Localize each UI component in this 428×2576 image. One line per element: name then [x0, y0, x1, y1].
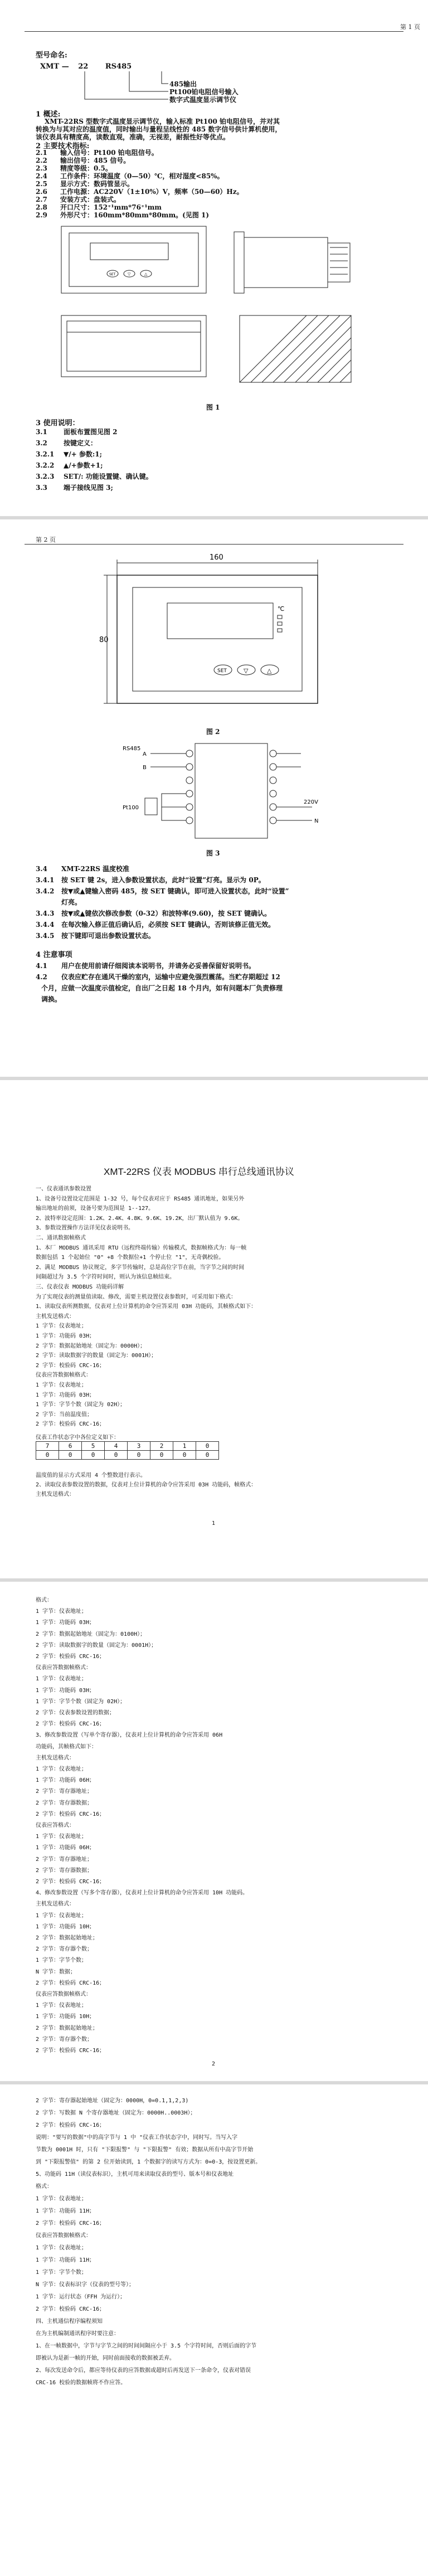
text-line: 1 字节：仪表地址；	[36, 1766, 87, 1772]
text-line: 主机发送格式：	[36, 1313, 75, 1320]
usage-item: 3.2 按键定义：	[36, 439, 98, 447]
page-5	[0, 2084, 428, 2576]
text-line: 2、读取仪表参数设置的数据，仪表对上位计算机的命令应答采用 03H 功能码，帧格式：	[36, 1482, 257, 1488]
spec-item: 2.1 输入信号：Pt100 铂电阻信号。	[36, 149, 158, 157]
text-line: 温度值的显示方式采用 4 个整数进行表示。	[36, 1472, 147, 1479]
table-cell: 0	[196, 1442, 219, 1451]
spec-item: 2.4 工作条件：环境温度（0—50）℃，相对湿度<85%。	[36, 172, 224, 180]
text-line: 2 字节：校验码 CRC-16；	[36, 2220, 105, 2227]
text-line: 在为主机编制通讯程序时要注意：	[36, 2331, 119, 2337]
table-cell: 4	[105, 1442, 128, 1451]
text-line: 2 字节：仪表参数设置的数据；	[36, 1710, 115, 1716]
text-line: 1 字节：字节个数（固定为 02H）；	[36, 1698, 126, 1705]
text-line: 仪表应答数据帧格式：	[36, 1991, 91, 1997]
text-line: 二、通讯数据帧格式	[36, 1235, 86, 1241]
text-line: 仪表应答格式：	[36, 1822, 75, 1829]
text-line: 2 字节：校验码 CRC-16；	[36, 1980, 105, 1986]
text-line: 2 字节：校验码 CRC-16；	[36, 1811, 105, 1817]
text-line: 1 字节：运行状态（FFH 为运行）；	[36, 2294, 126, 2300]
usage-item: 3.2.2 ▲/+参数+1;	[36, 461, 103, 469]
note-item: 个月，应做一次温度示值检定，自出厂之日起 18 个月内，如有问题本厂负责修理	[41, 984, 283, 992]
page-2	[0, 519, 428, 1077]
text-line: 说明："要写的数据"中的高字节与 1 中 "仪表工作状态字中，同时写。当写入字	[36, 2135, 238, 2141]
text-line: 2 字节：读取数据字的数量（固定为：0001H）；	[36, 1353, 157, 1359]
fig3-label: B	[143, 765, 147, 771]
text-line: 1 字节：仪表地址；	[36, 2003, 87, 2009]
overview-text: 转换为与其对应的温度值，同时输出与量程呈线性的 485 数字信号供计算机使用，	[36, 125, 282, 133]
specs-title: 2 主要技术指标:	[36, 142, 90, 150]
text-line: 1 字节：功能码 03H；	[36, 1687, 95, 1694]
model-code-part: —	[61, 62, 69, 71]
text-line: 3、参数设置操作方法详见仪表说明书。	[36, 1225, 134, 1232]
text-line: 到 "下限报警值" 的第 2 位开始读到，1 个数据字的读写方式为：0=0-3，按设置更新。	[36, 2159, 261, 2165]
text-line: 1 字节：仪表地址；	[36, 2196, 87, 2202]
table-cell: 5	[82, 1442, 105, 1451]
page-3	[0, 1080, 428, 1578]
text-line: 2 字节：校验码 CRC-16；	[36, 2122, 105, 2128]
calib-item: 3.4.5 按下键即可退出参数设置状态。	[36, 932, 155, 940]
fig2-width-label: 160	[210, 553, 223, 562]
text-line: 三、仪表仪表 MODBUS 功能码详解	[36, 1284, 124, 1290]
text-line: 2 字节：寄存器数据；	[36, 1867, 93, 1874]
text-line: 2 字节：数据起始地址；	[36, 2025, 99, 2031]
model-annotation: 485输出	[169, 80, 197, 88]
text-line: 1 字节：功能码 06H；	[36, 1777, 95, 1784]
note-item: 4.2 仪表应贮存在通风干燥的室内，运输中应避免强烈震荡。当贮存期超过 12	[36, 973, 280, 981]
text-line: 2 字节：校验码 CRC-16；	[36, 1654, 105, 1660]
text-line: 1 字节：字节个数；	[36, 2269, 87, 2276]
text-line: 2、波特率设定范围：1.2K、2.4K、4.8K、9.6K、19.2K，出厂默认值为 9.6K。	[36, 1215, 244, 1222]
note-item: 调换。	[41, 995, 62, 1003]
notes-title: 4 注意事项	[36, 951, 72, 959]
table-cell: 3	[128, 1442, 150, 1451]
text-line: 2 字节：寄存器个数；	[36, 1946, 93, 1953]
text-line: 2 字节：数据起始地址（固定为：0000H）；	[36, 1343, 146, 1349]
text-line: 1 字节：功能码 03H；	[36, 1392, 95, 1398]
text-line: 1 字节：功能码 11H；	[36, 2208, 95, 2214]
table-cell: 0	[59, 1451, 82, 1460]
spec-item: 2.3 精度等级：0.5。	[36, 164, 112, 172]
table-cell: 0	[173, 1451, 196, 1460]
spec-item: 2.8 开口尺寸：152⁺¹mm*76⁺¹mm	[36, 203, 162, 211]
text-line: 1 字节：功能码 03H；	[36, 1620, 95, 1626]
table-cell: 6	[59, 1442, 82, 1451]
text-line: 仪表应答数据帧格式：	[36, 2233, 91, 2239]
text-line: 2、满足 MODBUS 协议规定，多字节传输时，总是高位字节在前，当字节之间的时间	[36, 1264, 245, 1271]
page-1	[0, 0, 428, 516]
text-line: 即被认为是新一帧的开始，同时前面接收的数据被丢弃。	[36, 2355, 175, 2361]
model-code-part: XMT	[40, 62, 60, 71]
figure-3-caption: 图 3	[206, 849, 220, 857]
fig3-label: Pt100	[123, 805, 139, 811]
calib-item: 3.4 XMT-22RS 温度校准	[36, 865, 130, 873]
text-line: 1 字节：功能码 10H；	[36, 2014, 95, 2020]
text-line: 2 字节：校验码 CRC-16；	[36, 1721, 105, 1728]
spec-item: 2.6 工作电源：AC220V（1±10%）V，频率（50—60）Hz。	[36, 188, 244, 196]
spec-item: 2.9 外形尺寸：160mm*80mm*80mm。(见图 1)	[36, 211, 210, 219]
fig2-height-label: 80	[99, 636, 109, 644]
table-cell: 0	[128, 1451, 150, 1460]
text-line: 1 字节：仪表地址；	[36, 1382, 87, 1388]
figure-3-wiring-diagram	[111, 738, 334, 844]
header-rule	[25, 544, 403, 545]
page-header: 第 2 页	[36, 536, 56, 543]
table-cell: 0	[82, 1451, 105, 1460]
fig3-label: 220V	[304, 799, 318, 805]
calib-item: 3.4.3 按▼或▲键依次修改参数（0-32）和波特率(9.60)，按 SET 键确认。	[36, 910, 271, 917]
figure-2-panel-drawing	[100, 553, 340, 720]
table-cell: 0	[105, 1451, 128, 1460]
text-line: 2 字节：寄存器地址；	[36, 1856, 93, 1863]
text-line: 2 字节：寄存器起始地址（固定为：0000H，0=0.1,1,2,3)	[36, 2098, 189, 2104]
usage-item: 3.2.1 ▼/+ 参数:1;	[36, 450, 103, 458]
calib-item: 灯亮。	[61, 898, 82, 906]
text-line: 5、功能码 11H（读仪表标识），主机可用来读取仪表的型号、版本号和仪表地址	[36, 2171, 234, 2178]
figure-2-caption: 图 2	[206, 728, 220, 736]
calib-item: 3.4.2 按▼或▲键输入密码 485，按 SET 键确认，即可进入设置状态，此时“设置”	[36, 887, 289, 895]
text-line: 2 字节：校验码 CRC-16；	[36, 1421, 105, 1428]
figure-1-caption: 图 1	[206, 404, 220, 411]
text-line: 2 字节：校验码 CRC-16；	[36, 1362, 105, 1369]
calib-item: 3.4.4 在每次输入修正值后确认后，必须按 SET 键确认，否则该修正值无效。	[36, 921, 275, 929]
text-line: 仪表应答数据帧格式：	[36, 1665, 91, 1671]
text-line: 1 字节：仪表地址；	[36, 1834, 87, 1840]
text-line: 2 字节：当前温度值；	[36, 1411, 93, 1418]
text-line: 1、本厂 MODBUS 通讯采用 RTU（远程终端传输）传输模式，数据帧格式为：每一帧	[36, 1245, 247, 1251]
text-line: 2 字节：校验码 CRC-16；	[36, 2306, 105, 2312]
model-code-part: 22	[78, 62, 89, 71]
text-line: 仪表应答数据帧格式：	[36, 1372, 91, 1379]
fig3-label: N	[314, 818, 319, 824]
spec-item: 2.5 显示方式：数码管显示。	[36, 180, 134, 188]
text-line: 1 字节：字节个数（固定为 02H）；	[36, 1402, 126, 1408]
figure-1-outline-drawing	[45, 221, 379, 399]
model-title: 型号命名:	[36, 51, 67, 60]
text-line: N 字节：数据；	[36, 1969, 76, 1975]
overview-text: 该仪表具有精度高，读数直观，准确，无视差，耐振性好等优点。	[36, 133, 230, 141]
text-line: 1、在一帧数据中，字节与字节之间的时间间隔应小于 3.5 个字符时间，否则后面的字节	[36, 2343, 257, 2349]
text-line: 四、主机通信程序编程须知	[36, 2319, 103, 2325]
text-line: 1、读取仪表所测数据，仪表对上位计算机的命令应答采用 03H 功能码，其帧格式如下：	[36, 1304, 257, 1310]
fig3-label: RS485	[123, 746, 141, 752]
table-cell: 7	[36, 1442, 59, 1451]
text-line: 4、修改参数设置（写多个寄存器），仪表对上位计算机的命令应答采用 10H 功能码。	[36, 1890, 249, 1897]
text-line: 格式：	[36, 2184, 52, 2190]
model-annotation: 数字式温度显示调节仪	[169, 96, 237, 104]
text-line: 数据包括 1 个起始位 "0" +8 个数据位+1 个停止位 "1"，无奇偶校验。	[36, 1255, 225, 1261]
fig1-key-down: ▽	[128, 272, 131, 276]
protocol-title: XMT-22RS 仪表 MODBUS 串行总线通讯协议	[104, 1167, 294, 1177]
text-line: 1 字节：仪表地址；	[36, 2245, 87, 2251]
text-line: 主机发送格式：	[36, 1491, 75, 1498]
text-line: 1 字节：仪表地址；	[36, 1608, 87, 1615]
spec-item: 2.2 输出信号：485 信号。	[36, 157, 130, 164]
table-cell: 0	[196, 1451, 219, 1460]
text-line: 功能码，其帧格式如下：	[36, 1743, 97, 1750]
text-line: 输出地址的前须，设备号要为范围是 1--127。	[36, 1206, 154, 1212]
text-line: 2 字节：数据起始地址；	[36, 1935, 99, 1941]
text-line: 为了实现仪表的测量值读取、修改，需要主机设置仪表参数时，可采用如下格式：	[36, 1294, 236, 1300]
fig2-key-up: △	[267, 667, 272, 674]
overview-text: XMT-22RS 型数字式温度显示调节仪，输入标准 Pt100 铂电阻信号，并对其	[45, 118, 280, 125]
usage-item: 3.1 面板布置图见图 2	[36, 428, 118, 436]
text-line: CRC-16 校验的数据帧将不作应答。	[36, 2380, 127, 2386]
text-line: 2、每次发送命令后，都应等待仪表的应答数据或超时后再发送下一条命令，仪表对错误	[36, 2368, 251, 2374]
text-line: 2 字节：寄存器数据；	[36, 1800, 93, 1806]
calib-item: 3.4.1 按 SET 键 2s，进入参数设置状态，此时“设置”灯亮。显示为 0P。	[36, 876, 265, 884]
text-line: 1 字节：功能码 10H；	[36, 1923, 95, 1930]
fig2-key-set: SET	[217, 668, 227, 674]
table-note: 仪表工作状态字中各位定义如下：	[36, 1435, 119, 1441]
text-line: N 字节：仪表标识字（仪表的型号等）；	[36, 2282, 135, 2288]
table-row	[36, 1451, 219, 1460]
page-number: 1	[212, 1520, 216, 1527]
text-line: 主机发送格式：	[36, 1901, 75, 1908]
fig2-unit-label: ℃	[278, 605, 285, 613]
fig1-key-set: SET	[109, 273, 116, 276]
usage-title: 3 使用说明：	[36, 419, 80, 427]
text-line: 2 字节：校验码 CRC-16；	[36, 1879, 105, 1885]
text-line: 2 字节：读取数据字的数量（固定为：0001H）；	[36, 1642, 157, 1649]
table-cell: 0	[36, 1451, 59, 1460]
text-line: 2 字节：写数据 N 个寄存器地址（固定为：0000H..0003H）；	[36, 2110, 196, 2116]
usage-item: 3.3 端子接线见图 3;	[36, 484, 113, 492]
text-line: 一、仪表通讯参数设置	[36, 1186, 91, 1192]
status-bit-table	[36, 1441, 219, 1460]
text-line: 2 字节：寄存器地址；	[36, 1788, 93, 1795]
text-line: 1、设备号设置设定范围是 1-32 号，每个仪表对应于 RS485 通讯地址，如果另外	[36, 1195, 245, 1202]
fig2-key-down: ▽	[244, 667, 249, 674]
text-line: 1 字节：仪表地址；	[36, 1676, 87, 1683]
text-line: 主机发送格式：	[36, 1754, 75, 1761]
spec-item: 2.7 安装方式：盘装式。	[36, 196, 121, 203]
usage-item: 3.2.3 SET/: 功能设置键、确认键。	[36, 473, 153, 480]
fig3-label: A	[143, 751, 147, 757]
text-line: 节数为 0001H 时，只有 "下限报警" 与 "下限报警" 有效；数据从所有中高字节开始	[36, 2147, 254, 2153]
text-line: 2 字节：校验码 CRC-16；	[36, 2048, 105, 2054]
table-cell: 2	[150, 1442, 173, 1451]
overview-title: 1 概述:	[36, 110, 61, 119]
text-line: 2 字节：数据起始地址（固定为：0100H）；	[36, 1631, 146, 1637]
text-line: 1 字节：功能码 03H；	[36, 1333, 95, 1339]
text-line: 1 字节：仪表地址；	[36, 1323, 87, 1330]
note-item: 4.1 用户在使用前请仔细阅读本说明书，并请务必妥善保留好说明书。	[36, 962, 256, 970]
table-cell: 0	[150, 1451, 173, 1460]
page-4	[0, 1582, 428, 2081]
text-line: 格式：	[36, 1597, 52, 1603]
model-annotation: Pt100铂电阻信号输入	[169, 88, 239, 96]
text-line: 1 字节：功能码 11H；	[36, 2257, 95, 2263]
table-cell: 1	[173, 1442, 196, 1451]
model-code-part: RS485	[105, 62, 132, 71]
page-number: 2	[212, 2061, 216, 2067]
text-line: 3、修改参数设置（写单个寄存器），仪表对上位计算机的命令应答采用 06H	[36, 1732, 223, 1739]
page-header: 第 1 页	[400, 23, 420, 31]
text-line: 2 字节：寄存器个数；	[36, 2036, 93, 2043]
text-line: 间隔超过为 3.5 个字符时间时，则认为该信息帧结束。	[36, 1274, 176, 1281]
text-line: 1 字节：仪表地址；	[36, 1912, 87, 1919]
fig1-key-up: △	[144, 272, 148, 276]
text-line: 1 字节：字节个数；	[36, 1957, 87, 1964]
text-line: 1 字节：功能码 06H；	[36, 1845, 95, 1851]
table-row	[36, 1442, 219, 1451]
